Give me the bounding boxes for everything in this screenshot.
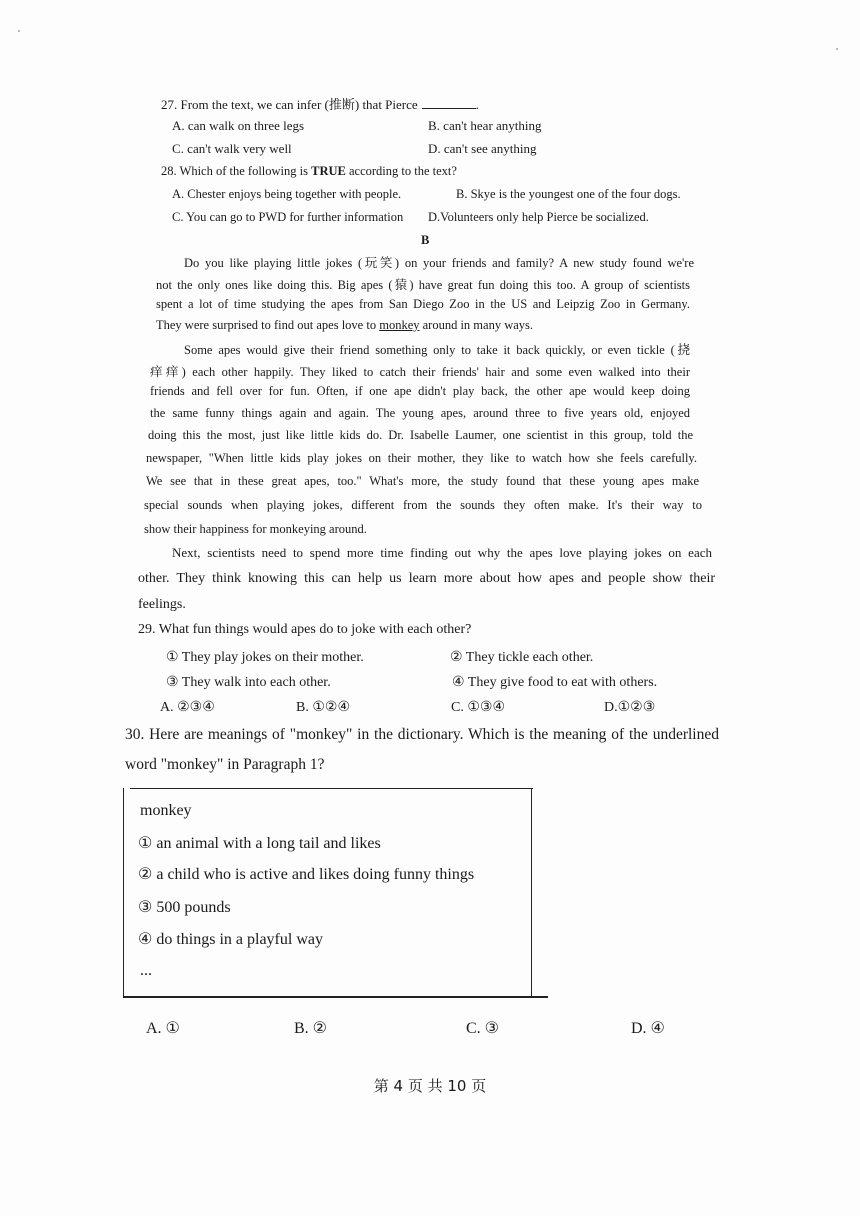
q28-option-d: D.Volunteers only help Pierce be socialized. — [428, 210, 649, 224]
passage-line: We see that in these great apes, too." What's more, the study found that these young apes make — [146, 474, 699, 488]
passage-heading: B — [421, 233, 430, 247]
passage-line: other. They think knowing this can help us learn more about how apes and people show their — [138, 571, 715, 586]
answer-blank — [422, 98, 476, 109]
scan-speck — [836, 48, 838, 50]
dictionary-box-right-border — [531, 788, 532, 997]
passage-line: Do you like playing little jokes (玩笑) on your friends and family? A new study found we're — [184, 256, 694, 270]
dictionary-headword: monkey — [140, 802, 192, 819]
passage-line: They were surprised to find out apes love to monkey around in many ways. — [156, 318, 534, 332]
passage-line: 痒痒) each other happily. They liked to catch their friends' hair and some even walked into their — [150, 365, 690, 379]
q30-option-c: C. ③ — [466, 1020, 500, 1037]
q30-stem: 30. Here are meanings of "monkey" in the dictionary. Which is the meaning of the underlined — [125, 726, 719, 743]
q29-option-c: C. ①③④ — [451, 700, 505, 715]
passage-line: feelings. — [138, 597, 186, 612]
passage-line: show their happiness for monkeying around. — [144, 522, 367, 536]
underlined-word-monkey: monkey — [379, 318, 420, 332]
dictionary-entry-4: ④ do things in a playful way — [138, 931, 323, 948]
passage-line: spent a lot of time studying the apes from San Diego Zoo in the US and Leipzig Zoo in Germany. — [156, 297, 690, 311]
q30-option-d: D. ④ — [631, 1020, 665, 1037]
q30-stem: word "monkey" in Paragraph 1? — [125, 756, 325, 773]
q29-statement-4: ④ They give food to eat with others. — [452, 675, 658, 690]
passage-line: doing this the most, just like little kids do. Dr. Isabelle Laumer, one scientist in this group, told the — [148, 428, 693, 442]
dictionary-box-top-border — [130, 788, 533, 789]
dictionary-ellipsis: ... — [140, 962, 152, 979]
passage-line: not the only ones like doing this. Big apes (猿) have great fun doing this too. A group of scientists — [156, 278, 690, 292]
q27-option-a: A. can walk on three legs — [172, 118, 305, 133]
passage-line: Next, scientists need to spend more time finding out why the apes love playing jokes on each — [172, 545, 712, 560]
q29-option-b: B. ①②④ — [296, 700, 350, 715]
q30-option-a: A. ① — [146, 1020, 180, 1037]
passage-line: newspaper, "When little kids play jokes on their mother, they like to watch how she feels carefully. — [146, 451, 697, 465]
q29-option-a: A. ②③④ — [160, 700, 215, 715]
scan-speck — [18, 30, 20, 32]
q27-option-b: B. can't hear anything — [428, 118, 542, 133]
q28-option-b: B. Skye is the youngest one of the four dogs. — [456, 187, 681, 201]
q27-option-c: C. can't walk very well — [172, 141, 292, 156]
q29-statement-3: ③ They walk into each other. — [166, 675, 331, 690]
passage-line: the same funny things again and again. The young apes, around three to five years old, enjoyed — [150, 406, 690, 420]
q29-option-d: D.①②③ — [604, 700, 656, 715]
dictionary-entry-2: ② a child who is active and likes doing funny things — [138, 866, 475, 883]
q27-option-d: D. can't see anything — [428, 141, 537, 156]
dictionary-entry-1: ① an animal with a long tail and likes — [138, 835, 381, 852]
q29-statement-2: ② They tickle each other. — [450, 650, 594, 665]
q29-statement-1: ① They play jokes on their mother. — [166, 650, 364, 665]
dictionary-entry-3: ③ 500 pounds — [138, 899, 231, 916]
q30-option-b: B. ② — [294, 1020, 328, 1037]
q28-stem: 28. Which of the following is TRUE according to the text? — [161, 164, 457, 178]
page-number: 第 4 页 共 10 页 — [373, 1077, 487, 1095]
q27-stem: 27. From the text, we can infer (推断) that Pierce . — [161, 97, 479, 112]
q29-stem: 29. What fun things would apes do to joke with each other? — [138, 622, 472, 637]
passage-line: friends and fell over for fun. Often, if one ape didn't play back, the other ape would keep doing — [150, 384, 690, 398]
passage-line: special sounds when playing jokes, different from the sounds they often make. It's their way to — [144, 498, 702, 512]
q28-option-a: A. Chester enjoys being together with people. — [172, 187, 402, 201]
q28-option-c: C. You can go to PWD for further information — [172, 210, 404, 224]
passage-line: Some apes would give their friend something only to take it back quickly, or even tickle (挠 — [184, 343, 690, 357]
